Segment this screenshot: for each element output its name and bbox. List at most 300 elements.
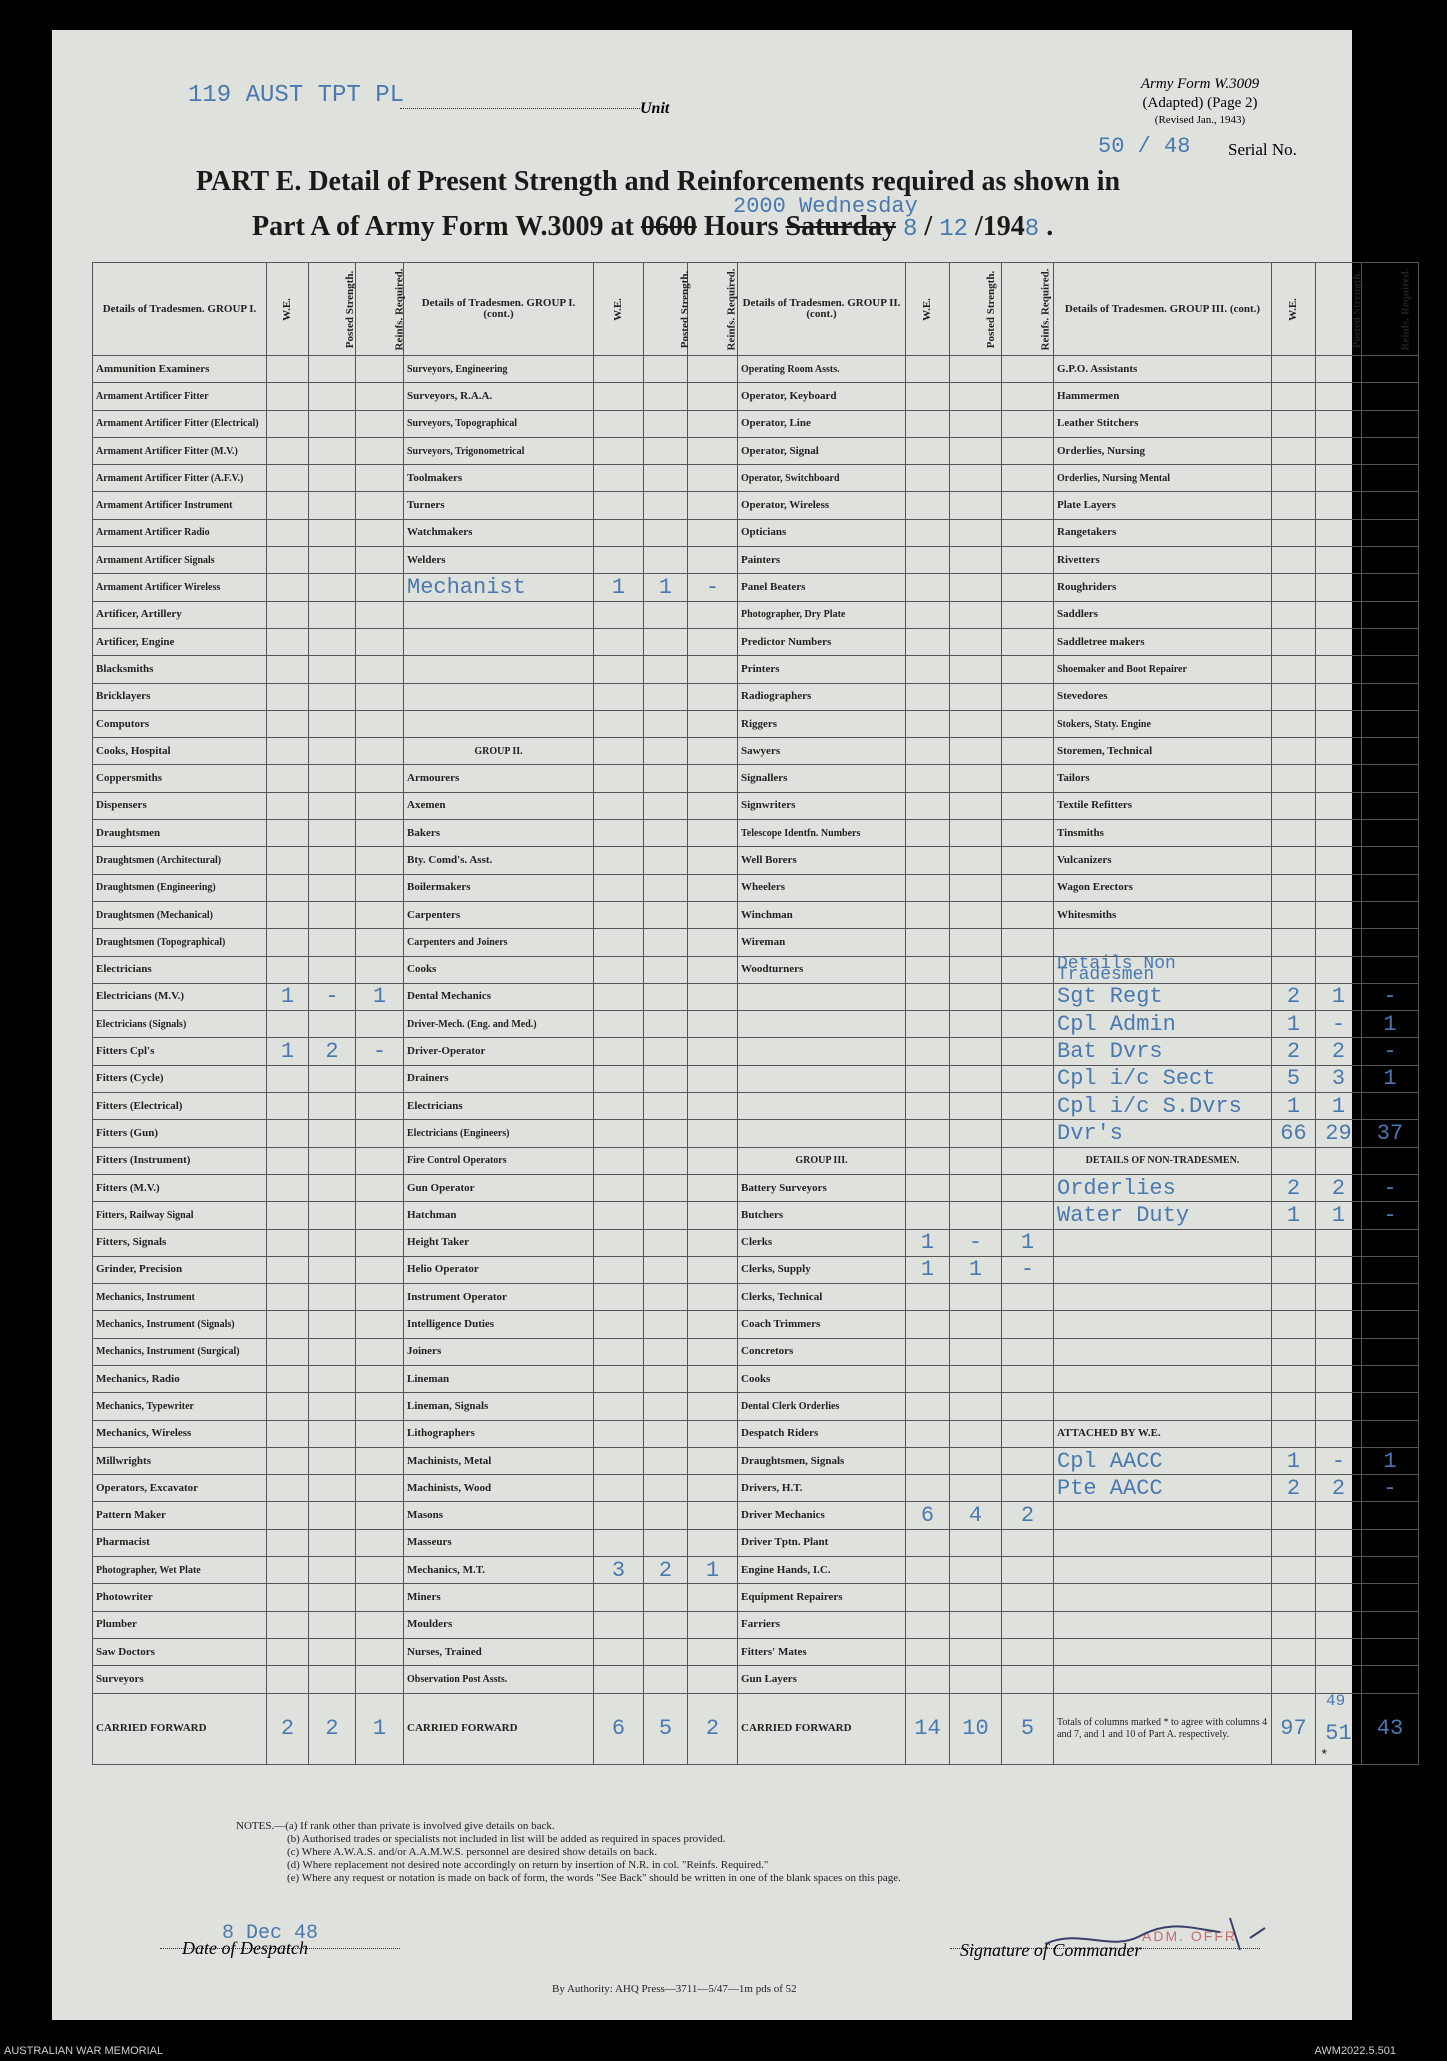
cell-g3-details: Woodturners <box>738 956 906 983</box>
cell-g4-details <box>1054 1284 1272 1311</box>
cell-g2-details: Bakers <box>404 820 594 847</box>
cell-g1-posted <box>309 1093 356 1120</box>
cell-g4-we: 5 <box>1272 1065 1316 1092</box>
cell-g1-we: 1 <box>267 1038 309 1065</box>
cell-g3-details: Battery Surveyors <box>738 1174 906 1201</box>
table-row <box>93 1638 1419 1665</box>
cell-g4-posted: 1 <box>1316 1202 1362 1229</box>
cell-g2-we: 1 <box>594 574 644 601</box>
cell-g2-posted <box>644 1284 688 1311</box>
cell-g4-posted <box>1316 383 1362 410</box>
cell-g3-we: 1 <box>906 1256 950 1283</box>
cell-g1-reinfs <box>356 1447 404 1474</box>
cell-g4-details <box>1054 1502 1272 1529</box>
group1-head: Details of Tradesmen. GROUP I. <box>93 263 267 356</box>
cell-g4-reinfs <box>1362 1611 1419 1638</box>
cell-g4-we: 2 <box>1272 1038 1316 1065</box>
cell-g4-reinfs <box>1362 410 1419 437</box>
table-row <box>93 1284 1419 1311</box>
cell-g4-reinfs <box>1362 1529 1419 1556</box>
cell-g2-we <box>594 601 644 628</box>
cell-g3-reinfs <box>1002 1447 1054 1474</box>
cell-g1-reinfs <box>356 1365 404 1392</box>
cell-g4-details: Orderlies <box>1054 1174 1272 1201</box>
cell-g3-we <box>906 1093 950 1120</box>
cell-g2-reinfs <box>688 492 738 519</box>
cell-g2-posted <box>644 1311 688 1338</box>
cell-g2-we <box>594 1502 644 1529</box>
cell-g3-reinfs <box>1002 410 1054 437</box>
cell-g1-details: Draughtsmen (Mechanical) <box>93 901 267 928</box>
cell-g2-posted <box>644 492 688 519</box>
cell-g1-we <box>267 956 309 983</box>
table-row <box>93 519 1419 546</box>
posted-head: Posted Strength. <box>644 263 688 356</box>
cell-g2-we <box>594 1147 644 1174</box>
cell-g1-details: Photographer, Wet Plate <box>93 1557 267 1584</box>
cell-g4-posted <box>1316 519 1362 546</box>
cell-g2-details <box>404 628 594 655</box>
cell-g2-posted <box>644 1365 688 1392</box>
cell-g3-reinfs <box>1002 656 1054 683</box>
cell-g3-details: Winchman <box>738 901 906 928</box>
cell-g2-details: Moulders <box>404 1611 594 1638</box>
cell-g1-reinfs <box>356 519 404 546</box>
table-row <box>93 874 1419 901</box>
cell-g4-reinfs: - <box>1362 1174 1419 1201</box>
cell-g1-reinfs <box>356 1502 404 1529</box>
cell-g3-reinfs <box>1002 601 1054 628</box>
cell-g2-reinfs <box>688 1202 738 1229</box>
cell-g2-reinfs <box>688 1475 738 1502</box>
cell-g2-reinfs <box>688 1338 738 1365</box>
cell-g4-posted <box>1316 547 1362 574</box>
cell-g1-we <box>267 847 309 874</box>
cell-g2-details: Carpenters <box>404 901 594 928</box>
cell-g2-posted: 2 <box>644 1557 688 1584</box>
cell-g2-details: Lithographers <box>404 1420 594 1447</box>
cell-g2-reinfs <box>688 710 738 737</box>
cell-g4-reinfs <box>1362 574 1419 601</box>
cell-g2-reinfs <box>688 983 738 1010</box>
cell-g3-posted <box>950 1475 1002 1502</box>
cell-g2-details: Miners <box>404 1584 594 1611</box>
cell-g4-reinfs <box>1362 847 1419 874</box>
cell-g4-reinfs: 1 <box>1362 1447 1419 1474</box>
table-row <box>93 1011 1419 1038</box>
cell-g4-details: Orderlies, Nursing <box>1054 437 1272 464</box>
cell-g3-details: Signwriters <box>738 792 906 819</box>
cell-g4-we <box>1272 628 1316 655</box>
cell-g2-details: Surveyors, Topographical <box>404 410 594 437</box>
cell-g4-we <box>1272 465 1316 492</box>
cell-g4-posted: 1 <box>1316 1093 1362 1120</box>
cell-g4-details <box>1054 1311 1272 1338</box>
cell-g2-details: Joiners <box>404 1338 594 1365</box>
cell-g4-we <box>1272 1393 1316 1420</box>
cell-g4-we <box>1272 1557 1316 1584</box>
cell-g1-posted <box>309 1147 356 1174</box>
cell-g4-reinfs <box>1362 956 1419 983</box>
cell-g3-reinfs <box>1002 519 1054 546</box>
cell-g4-details: Rangetakers <box>1054 519 1272 546</box>
footer <box>0 2043 1404 2061</box>
cell-g2-we <box>594 356 644 383</box>
cell-g4-we <box>1272 1666 1316 1693</box>
cell-g2-we <box>594 410 644 437</box>
cell-g3-we <box>906 492 950 519</box>
cell-g1-posted <box>309 1502 356 1529</box>
cell-g1-we <box>267 874 309 901</box>
cell-g2-reinfs <box>688 656 738 683</box>
cell-g4-we <box>1272 847 1316 874</box>
cell-g4-we <box>1272 1311 1316 1338</box>
cell-g1-reinfs <box>356 710 404 737</box>
cell-g2-posted <box>644 601 688 628</box>
cell-g1-reinfs <box>356 1393 404 1420</box>
table-row <box>93 1174 1419 1201</box>
cell-g3-reinfs <box>1002 874 1054 901</box>
cell-g4-reinfs <box>1362 1229 1419 1256</box>
table-row <box>93 383 1419 410</box>
cell-g2-posted <box>644 765 688 792</box>
cell-g4-posted <box>1316 683 1362 710</box>
cell-g4-reinfs <box>1362 1557 1419 1584</box>
cell-g3-reinfs <box>1002 437 1054 464</box>
cell-g4-we <box>1272 1256 1316 1283</box>
cell-g3-we <box>906 1147 950 1174</box>
table-row <box>93 1611 1419 1638</box>
cell-g1-details: Artificer, Engine <box>93 628 267 655</box>
cell-g3-posted <box>950 710 1002 737</box>
cell-g1-details: Computors <box>93 710 267 737</box>
cell-g4-posted <box>1316 437 1362 464</box>
cell-g3-reinfs <box>1002 792 1054 819</box>
cell-g2-posted <box>644 1393 688 1420</box>
cell-g2-posted <box>644 1447 688 1474</box>
form-revised: (Revised Jan., 1943) <box>1154 114 1246 126</box>
cell-g2-posted <box>644 874 688 901</box>
cell-g2-details: Helio Operator <box>404 1256 594 1283</box>
cell-g2-we <box>594 901 644 928</box>
cell-g4-details: Hammermen <box>1054 383 1272 410</box>
table-row <box>93 1093 1419 1120</box>
cell-g2-posted <box>644 956 688 983</box>
cell-g3-reinfs <box>1002 574 1054 601</box>
cell-g2-details: Turners <box>404 492 594 519</box>
cell-g1-details: Electricians (M.V.) <box>93 983 267 1010</box>
cell-g4-posted: 29 <box>1316 1120 1362 1147</box>
cell-g3-details: Dental Clerk Orderlies <box>738 1393 906 1420</box>
cell-g1-we <box>267 1447 309 1474</box>
cell-g2-we <box>594 1447 644 1474</box>
cell-g1-posted <box>309 847 356 874</box>
cell-g4-details <box>1054 1638 1272 1665</box>
cell-g4-we: 1 <box>1272 1202 1316 1229</box>
cell-g3-posted <box>950 1311 1002 1338</box>
cell-g1-we <box>267 465 309 492</box>
cell-g4-details: Stokers, Staty. Engine <box>1054 710 1272 737</box>
cell-g2-details: Toolmakers <box>404 465 594 492</box>
cell-g1-reinfs <box>356 1065 404 1092</box>
cell-g2-posted <box>644 465 688 492</box>
cell-g4-details: Saddletree makers <box>1054 628 1272 655</box>
cell-g3-we <box>906 601 950 628</box>
unit-line <box>400 108 640 109</box>
cell-g3-posted <box>950 1120 1002 1147</box>
cell-g4-reinfs <box>1362 1147 1419 1174</box>
cell-g2-we <box>594 1202 644 1229</box>
cell-g1-we <box>267 1666 309 1693</box>
cell-g3-we <box>906 738 950 765</box>
cell-g1-reinfs <box>356 356 404 383</box>
cell-g2-posted <box>644 547 688 574</box>
cell-g2-we <box>594 820 644 847</box>
cell-g4-details: DETAILS OF NON-TRADESMEN. <box>1054 1147 1272 1174</box>
cell-g4-details: Shoemaker and Boot Repairer <box>1054 656 1272 683</box>
cell-g2-details: Drainers <box>404 1065 594 1092</box>
table-row <box>93 1502 1419 1529</box>
cell-g1-reinfs <box>356 683 404 710</box>
cell-g1-posted <box>309 356 356 383</box>
cell-g3-we <box>906 574 950 601</box>
table-row <box>93 1120 1419 1147</box>
cell-g4-posted: - <box>1316 1447 1362 1474</box>
cell-g2-details: Observation Post Assts. <box>404 1666 594 1693</box>
cell-g2-reinfs <box>688 847 738 874</box>
cell-g3-posted <box>950 628 1002 655</box>
cell-g4-posted: 3 <box>1316 1065 1362 1092</box>
cell-g3-posted: - <box>950 1229 1002 1256</box>
cell-g3-reinfs <box>1002 765 1054 792</box>
cell-g3-reinfs <box>1002 983 1054 1010</box>
cell-g3-reinfs: 1 <box>1002 1229 1054 1256</box>
cell-g2-details: Lineman, Signals <box>404 1393 594 1420</box>
cell-g4-posted <box>1316 1584 1362 1611</box>
cell-g3-posted <box>950 356 1002 383</box>
cell-g4-posted <box>1316 1229 1362 1256</box>
cell-g4-reinfs <box>1362 601 1419 628</box>
table-row <box>93 1475 1419 1502</box>
cell-g2-details: Masseurs <box>404 1529 594 1556</box>
cell-g2-posted <box>644 792 688 819</box>
cell-g2-we <box>594 683 644 710</box>
cell-g3-details: Despatch Riders <box>738 1420 906 1447</box>
table-row <box>93 1557 1419 1584</box>
cell-g2-we <box>594 656 644 683</box>
cell-g1-reinfs <box>356 1011 404 1038</box>
cell-g3-posted <box>950 1038 1002 1065</box>
cell-g1-we <box>267 1529 309 1556</box>
cell-g2-reinfs <box>688 1529 738 1556</box>
cell-g1-reinfs <box>356 1529 404 1556</box>
we-head: W.E. <box>906 263 950 356</box>
cell-g2-we <box>594 710 644 737</box>
cell-g3-we <box>906 519 950 546</box>
strength-table <box>92 262 1419 1765</box>
cell-g4-posted <box>1316 1611 1362 1638</box>
cell-g4-details <box>1054 1229 1272 1256</box>
note-a: NOTES.—(a) If rank other than private is involved give details on back. <box>236 1820 555 1832</box>
cell-g2-we <box>594 956 644 983</box>
cell-g1-we <box>267 1174 309 1201</box>
cell-g1-posted <box>309 1120 356 1147</box>
cell-g4-posted <box>1316 956 1362 983</box>
cell-g4-reinfs: - <box>1362 1038 1419 1065</box>
cell-g4-reinfs: 1 <box>1362 1011 1419 1038</box>
cell-g2-we <box>594 1256 644 1283</box>
cell-g4-we <box>1272 1338 1316 1365</box>
cell-g2-we <box>594 465 644 492</box>
cell-g2-posted <box>644 820 688 847</box>
cell-g3-posted <box>950 574 1002 601</box>
cell-g1-reinfs <box>356 547 404 574</box>
cell-g1-posted <box>309 1475 356 1502</box>
cell-g2-reinfs <box>688 519 738 546</box>
cell-g4-posted <box>1316 465 1362 492</box>
cell-g1-reinfs <box>356 901 404 928</box>
cell-g4-details: G.P.O. Assistants <box>1054 356 1272 383</box>
footer-right: AWM2022.5.501 <box>1314 2045 1396 2057</box>
cell-g3-reinfs <box>1002 1529 1054 1556</box>
cell-g2-we <box>594 1038 644 1065</box>
cell-g3-we <box>906 1284 950 1311</box>
cell-g2-details: Electricians (Engineers) <box>404 1120 594 1147</box>
cell-g1-details: Artificer, Artillery <box>93 601 267 628</box>
cell-g1-reinfs <box>356 1338 404 1365</box>
cell-g2-reinfs <box>688 1011 738 1038</box>
cell-g3-details: Clerks <box>738 1229 906 1256</box>
cell-g1-reinfs <box>356 656 404 683</box>
table-row <box>93 929 1419 956</box>
cell-g4-we <box>1272 383 1316 410</box>
cell-g3-reinfs <box>1002 1611 1054 1638</box>
cell-g4-reinfs <box>1362 1256 1419 1283</box>
cell-g3-posted <box>950 437 1002 464</box>
cell-g2-we <box>594 628 644 655</box>
authority-line: By Authority: AHQ Press—3711—5/47—1m pds of 52 <box>552 1983 797 1995</box>
table-row <box>93 1202 1419 1229</box>
cell-g3-reinfs <box>1002 738 1054 765</box>
cell-g2-reinfs <box>688 601 738 628</box>
cell-g1-we <box>267 1202 309 1229</box>
cell-g2-details: Boilermakers <box>404 874 594 901</box>
cell-g4-reinfs <box>1362 656 1419 683</box>
cell-g2-details: Dental Mechanics <box>404 983 594 1010</box>
cell-g1-reinfs <box>356 1311 404 1338</box>
cell-g1-posted <box>309 1338 356 1365</box>
cell-g2-reinfs <box>688 1393 738 1420</box>
cell-g2-reinfs <box>688 738 738 765</box>
date-year-prefix: 194 <box>982 211 1025 242</box>
cell-g4-posted <box>1316 1502 1362 1529</box>
cell-g2-details: Surveyors, Trigonometrical <box>404 437 594 464</box>
cell-g3-we <box>906 1393 950 1420</box>
cell-g3-posted <box>950 1284 1002 1311</box>
cell-g3-reinfs <box>1002 1174 1054 1201</box>
cell-g1-posted <box>309 1666 356 1693</box>
cell-g1-details: Fitters (Instrument) <box>93 1147 267 1174</box>
cell-g1-posted <box>309 901 356 928</box>
cell-g4-reinfs <box>1362 1420 1419 1447</box>
cell-g3-we <box>906 356 950 383</box>
cell-g3-posted: 1 <box>950 1256 1002 1283</box>
cell-g3-we <box>906 383 950 410</box>
cell-g2-posted <box>644 656 688 683</box>
cell-g4-reinfs <box>1362 901 1419 928</box>
cell-g2-posted <box>644 683 688 710</box>
cell-g2-posted <box>644 1666 688 1693</box>
cell-g1-reinfs <box>356 628 404 655</box>
cell-g2-details: Welders <box>404 547 594 574</box>
cell-g3-we <box>906 983 950 1010</box>
cf-g3c-we: 97 <box>1272 1693 1316 1764</box>
cell-g1-reinfs <box>356 765 404 792</box>
cell-g4-we <box>1272 1529 1316 1556</box>
cell-g4-posted <box>1316 1638 1362 1665</box>
cell-g2-reinfs <box>688 1229 738 1256</box>
notes-block <box>236 1820 901 1885</box>
cell-g1-we <box>267 628 309 655</box>
cell-g2-posted <box>644 1229 688 1256</box>
cell-g3-reinfs <box>1002 1584 1054 1611</box>
cell-g1-we <box>267 410 309 437</box>
cell-g2-reinfs <box>688 1256 738 1283</box>
cell-g3-posted <box>950 901 1002 928</box>
cell-g3-reinfs <box>1002 1120 1054 1147</box>
cell-g1-we <box>267 601 309 628</box>
cell-g3-posted <box>950 1557 1002 1584</box>
cell-g4-details: Storemen, Technical <box>1054 738 1272 765</box>
cell-g3-reinfs <box>1002 710 1054 737</box>
cell-g2-details: Masons <box>404 1502 594 1529</box>
cell-g4-details: Cpl Admin <box>1054 1011 1272 1038</box>
cell-g4-we <box>1272 492 1316 519</box>
cell-g1-reinfs <box>356 847 404 874</box>
cell-g1-details: Fitters (Electrical) <box>93 1093 267 1120</box>
cell-g3-reinfs <box>1002 1093 1054 1120</box>
cell-g3-posted <box>950 1093 1002 1120</box>
cell-g1-we <box>267 1557 309 1584</box>
cell-g1-we <box>267 1256 309 1283</box>
cell-g4-details <box>1054 1557 1272 1584</box>
cell-g3-reinfs <box>1002 1284 1054 1311</box>
cell-g1-details: Blacksmiths <box>93 656 267 683</box>
cell-g3-we <box>906 1638 950 1665</box>
cell-g3-posted <box>950 492 1002 519</box>
cell-g2-we <box>594 1011 644 1038</box>
unit-label: Unit <box>640 100 670 117</box>
cell-g2-we <box>594 929 644 956</box>
cell-g3-we <box>906 437 950 464</box>
cell-g2-we <box>594 1393 644 1420</box>
cell-g1-we <box>267 574 309 601</box>
cell-g3-details: Well Borers <box>738 847 906 874</box>
cell-g1-reinfs <box>356 929 404 956</box>
cell-g2-details: Cooks <box>404 956 594 983</box>
cell-g3-posted <box>950 1447 1002 1474</box>
cell-g4-we <box>1272 1420 1316 1447</box>
cell-g1-posted <box>309 465 356 492</box>
cell-g1-posted <box>309 1011 356 1038</box>
reinfs-head: Reinfs. Required. <box>1362 263 1419 356</box>
cell-g3-details: Signallers <box>738 765 906 792</box>
reinfs-head: Reinfs. Required. <box>356 263 404 356</box>
carried-label: CARRIED FORWARD <box>738 1693 906 1764</box>
cell-g2-reinfs <box>688 1065 738 1092</box>
cell-g2-we <box>594 383 644 410</box>
cell-g4-details <box>1054 1529 1272 1556</box>
